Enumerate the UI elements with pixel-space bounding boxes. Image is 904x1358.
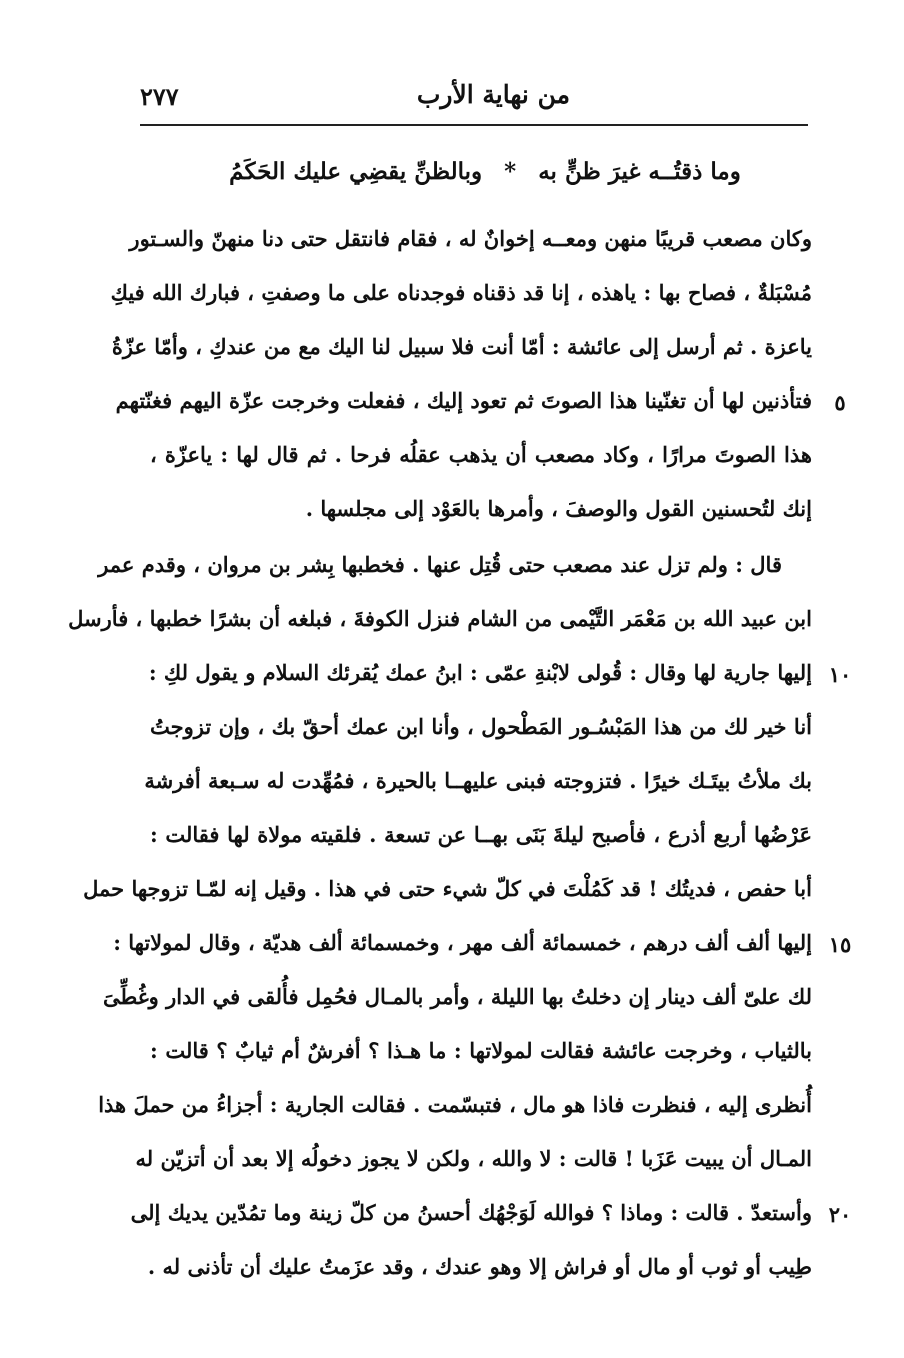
text-line: إليها ألف ألف درهم ، خمسمائة ألف مهر ، وخمسمائة ألف هديّة ، وقال لمولاتها :	[113, 930, 812, 955]
text-line: أبا حفص ، فديتُك ! قد كَمُلْتَ في كلّ شيء حتى في هذا . وقيل إنه لمّـا تزوجها حمل	[83, 876, 812, 901]
text-line: وكان مصعب قريبًا منهن ومعــه إخوانٌ له ، فقام فانتقل حتى دنا منهنّ والسـتور	[129, 226, 812, 251]
verse-hemistich-second: وبالظنِّ يقضِي عليك الحَكَمُ	[229, 158, 483, 185]
line-number: ١٥	[828, 932, 852, 957]
verse-hemistich-first: وما ذقتُــه غيرَ ظنٍّ به	[538, 158, 741, 185]
text-line: إنك لتُحسنين القول والوصفَ ، وأمرها بالعَوْد إلى مجلسها .	[305, 496, 812, 521]
text-line: قال : ولم تزل عند مصعب حتى قُتِل عنها . فخطبها بِشر بن مروان ، وقدم عمر	[98, 552, 782, 577]
poem-verse	[160, 158, 810, 206]
line-number: ٥	[834, 390, 846, 415]
text-line: أنا خير لك من هذا المَبْسُـور المَطْحول ، وأنا ابن عمك أحقّ بك ، وإن تزوجتُ	[150, 714, 812, 739]
page-number: ٢٧٧	[140, 82, 179, 111]
text-line: أُنظرى إليه ، فنظرت فاذا هو مال ، فتبسّمت . فقالت الجارية : أجزاءُ من حملَ هذا	[98, 1092, 812, 1117]
text-line: طِيب أو ثوب أو مال أو فراش إلا وهو عندك ، وقد عزَمتُ عليك أن تأذنى له .	[147, 1254, 812, 1279]
running-head	[140, 78, 808, 118]
text-line: المـال أن يبيت عَزَبا ! قالت : لا والله ، ولكن لا يجوز دخولُه إلا بعد أن أتزيّن له	[135, 1146, 812, 1171]
text-line: بك ملأتُ بيتَـك خيرًا . فتزوجته فبنى عليهــا بالحيرة ، فمُهِّدت له سـبعة أفرشة	[144, 768, 812, 793]
line-number: ١٠	[828, 662, 852, 687]
text-line: بالثياب ، وخرجت عائشة فقالت لمولاتها : ما هـذا ؟ أفرشٌ أم ثيابٌ ؟ قالت :	[150, 1038, 812, 1063]
text-line: لك علىّ ألف دينار إن دخلتُ بها الليلة ، وأمر بالمـال فحُمِل فأُلقى في الدار وغُطِّىَ	[102, 984, 812, 1009]
line-number: ٢٠	[828, 1202, 852, 1227]
text-line: وأستعدّ . قالت : وماذا ؟ فوالله لَوَجْهُك أحسنُ من كلّ زينة وما تمُدّين يديك إلى	[130, 1200, 812, 1225]
header-rule	[140, 124, 808, 126]
text-line: هذا الصوتَ مرارًا ، وكاد مصعب أن يذهب عقلُه فرحا . ثم قال لها : ياعزّة ،	[150, 442, 812, 467]
verse-separator: *	[504, 158, 517, 185]
text-line: عَرْضُها أربع أذرع ، فأصبح ليلةَ بَنَى بهــا عن تسعة . فلقيته مولاة لها فقالت :	[150, 822, 812, 847]
text-line: إليها جارية لها وقال : قُولى لابْنةِ عمّى : ابنُ عمك يُقرئك السلام و يقول لكِ :	[148, 660, 812, 685]
text-line: ابن عبيد الله بن مَعْمَر التَّيْمى من الشام فنزل الكوفةَ ، فبلغه أن بشرًا خطبها ، فأرسل	[68, 606, 812, 631]
running-title: من نهاية الأرب	[416, 80, 570, 109]
text-line: مُسْبَلةٌ ، فصاح بها : ياهذه ، إنا قد ذقناه فوجدناه على ما وصفتِ ، فبارك الله فيكِ	[110, 280, 812, 305]
text-line: ياعزة . ثم أرسل إلى عائشة : أمّا أنت فلا سبيل لنا اليك مع من عندكِ ، وأمّا عزّةُ	[111, 334, 812, 359]
text-line: فتأذنين لها أن تغنّينا هذا الصوتَ ثم تعود إليك ، ففعلت وخرجت عزّة اليهم فغنّتهم	[115, 388, 812, 413]
